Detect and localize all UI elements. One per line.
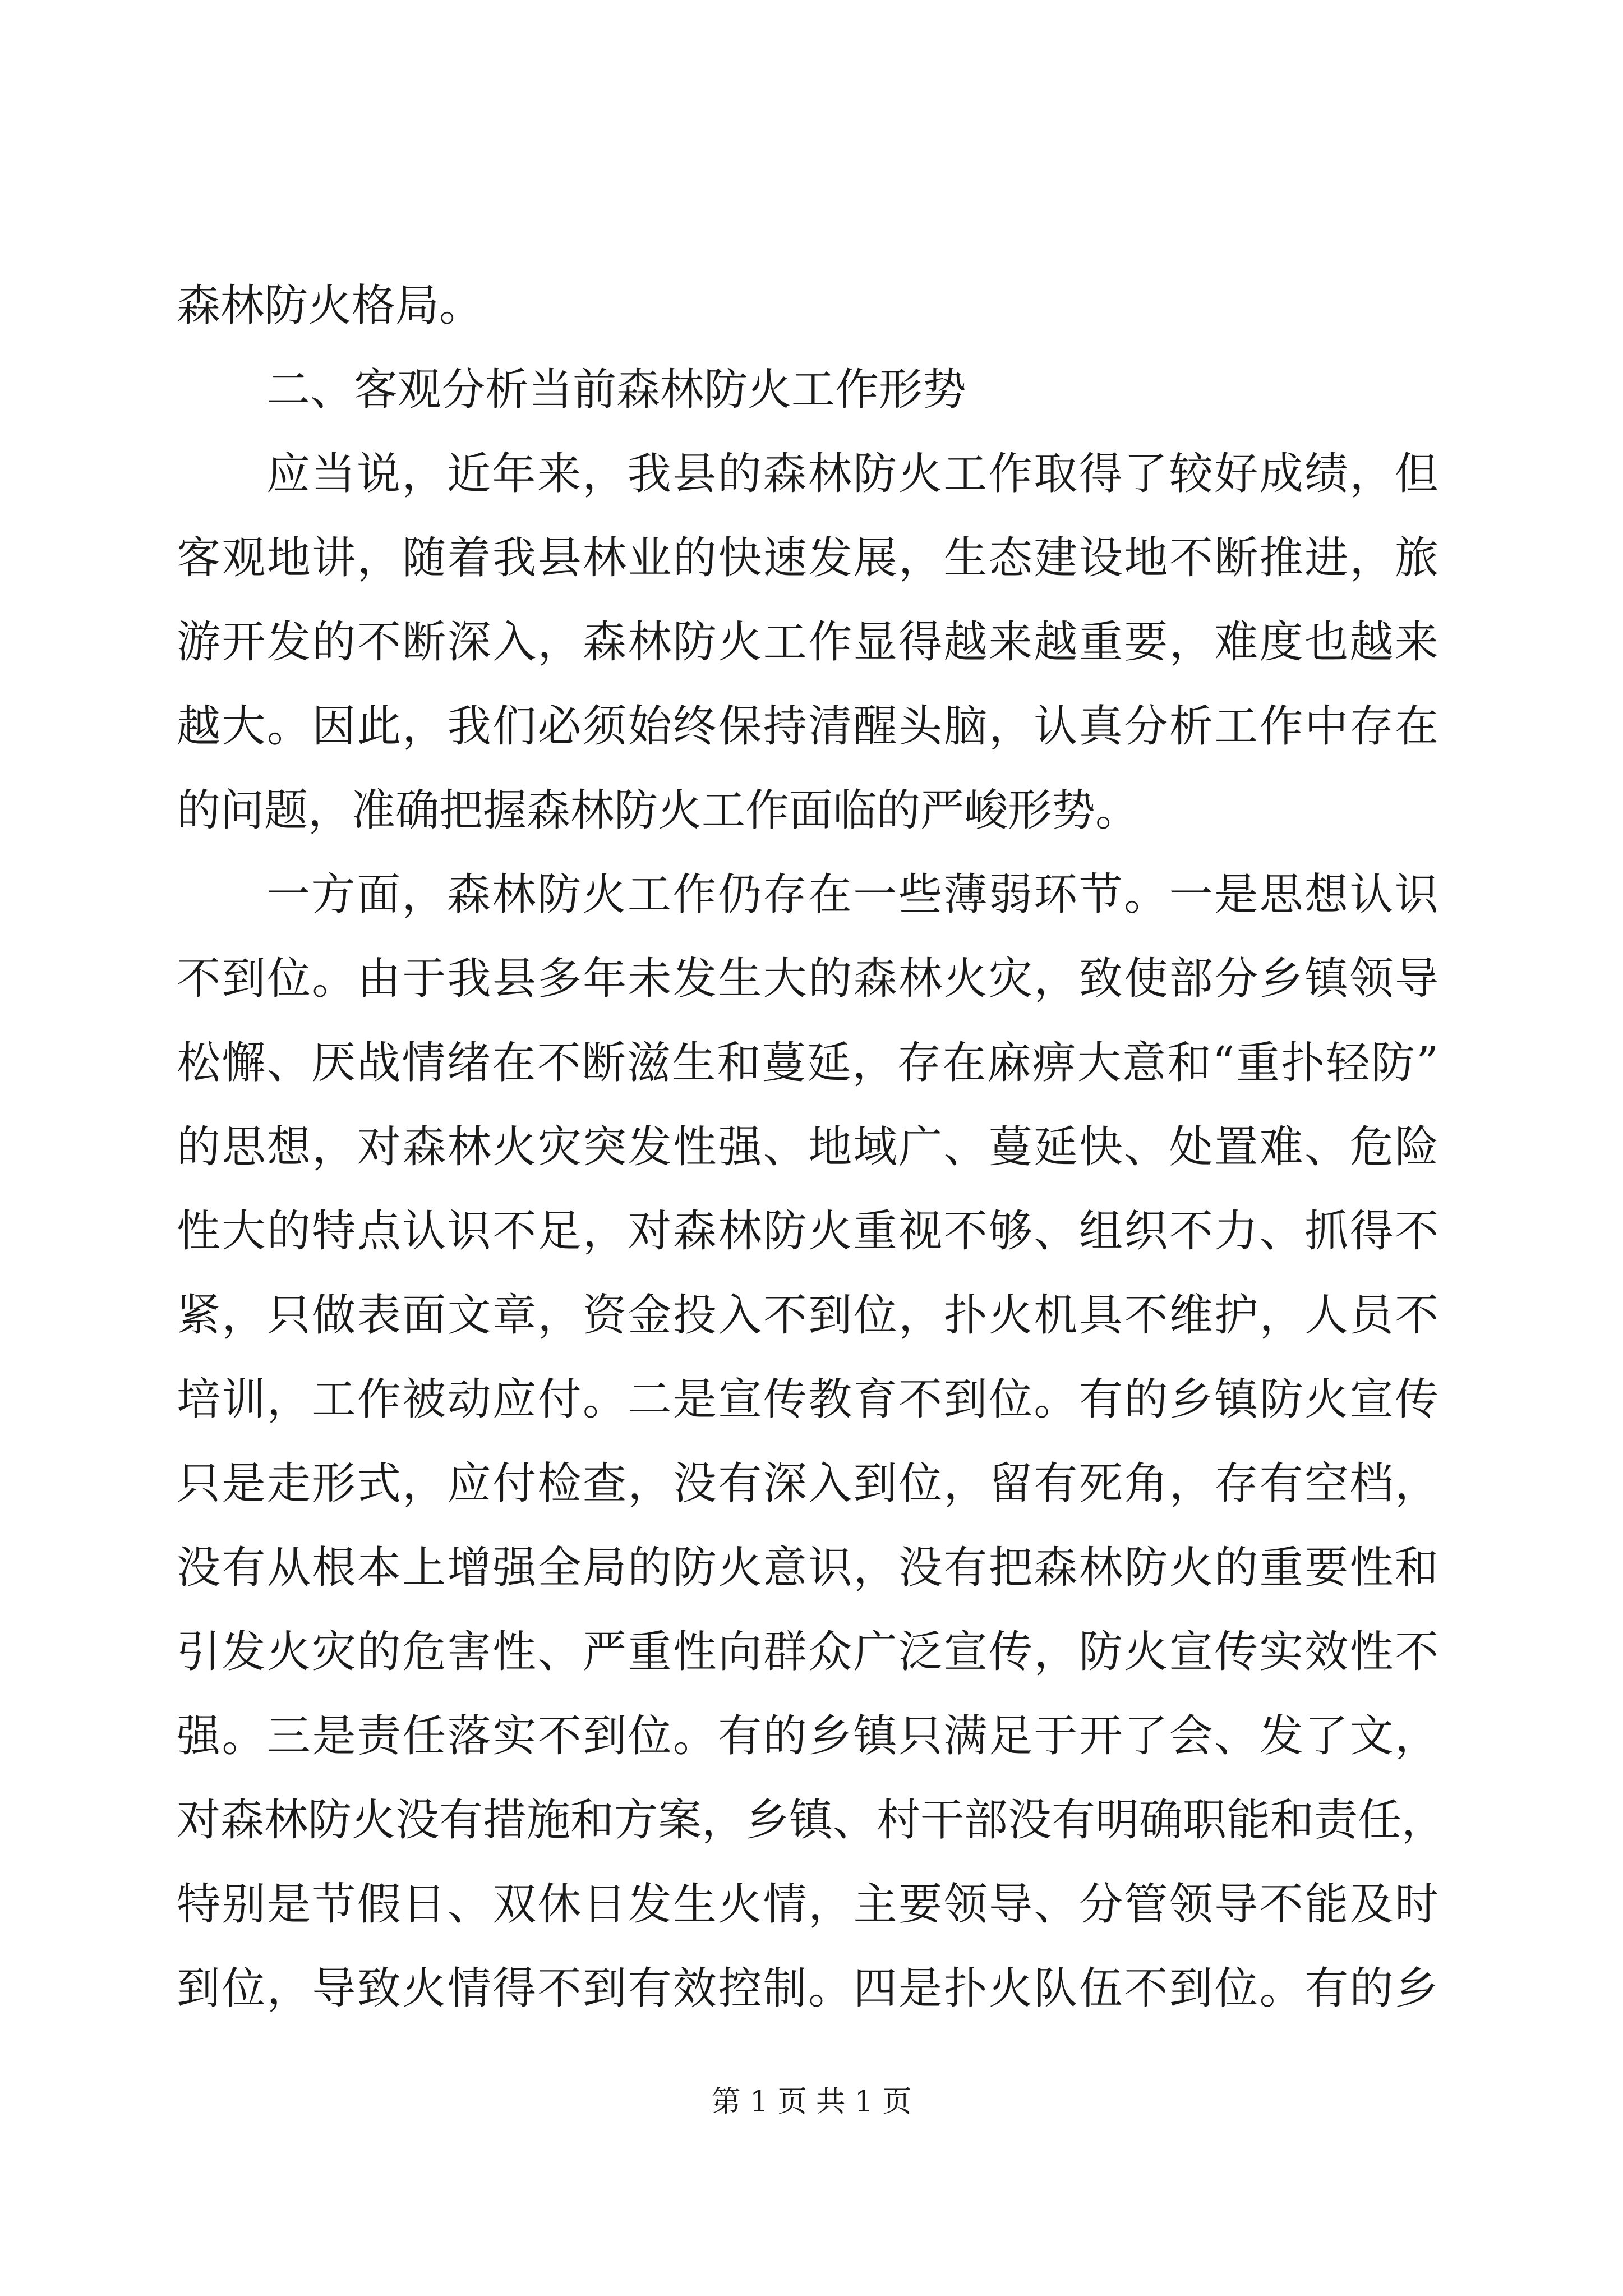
paragraph-line: 培训，工作被动应付。二是宣传教育不到位。有的乡镇防火宣传: [177, 1374, 1438, 1425]
paragraph-line: 引发火灾的危害性、严重性向群众广泛宣传，防火宣传实效性不: [177, 1627, 1438, 1677]
section-heading: 二、客观分析当前森林防火工作形势: [266, 365, 967, 415]
paragraph-line: 特别是节假日、双休日发生火情，主要领导、分管领导不能及时: [177, 1879, 1438, 1930]
paragraph-line: 到位，导致火情得不到有效控制。四是扑火队伍不到位。有的乡: [177, 1963, 1438, 2014]
paragraph-line: 森林防火格局。: [177, 280, 483, 331]
paragraph-line: 应当说，近年来，我县的森林防火工作取得了较好成绩，但: [266, 449, 1438, 499]
paragraph-line: 没有从根本上增强全局的防火意识，没有把森林防火的重要性和: [177, 1543, 1438, 1593]
paragraph-line: 客观地讲，随着我县林业的快速发展，生态建设地不断推进，旅: [177, 533, 1438, 583]
body-text: [177, 264, 1446, 2031]
paragraph-line: 的问题，准确把握森林防火工作面临的严峻形势。: [177, 785, 1140, 836]
paragraph-line: 越大。因此，我们必须始终保持清醒头脑，认真分析工作中存在: [177, 701, 1438, 752]
paragraph-line: 松懈、厌战情绪在不断滋生和蔓延，存在麻痹大意和“重扑轻防”: [177, 1038, 1438, 1088]
paragraph-line: 性大的特点认识不足，对森林防火重视不够、组织不力、抓得不: [177, 1206, 1438, 1257]
paragraph-line: 紧，只做表面文章，资金投入不到位，扑火机具不维护，人员不: [177, 1290, 1438, 1341]
paragraph-line: 不到位。由于我县多年未发生大的森林火灾，致使部分乡镇领导: [177, 954, 1438, 1004]
paragraph-line: 强。三是责任落实不到位。有的乡镇只满足于开了会、发了文，: [177, 1711, 1438, 1761]
paragraph-line: 只是走形式，应付检查，没有深入到位，留有死角，存有空档，: [177, 1458, 1438, 1509]
paragraph-line: 游开发的不断深入，森林防火工作显得越来越重要，难度也越来: [177, 617, 1438, 668]
paragraph-line: 的思想，对森林火灾突发性强、地域广、蔓延快、处置难、危险: [177, 1122, 1438, 1172]
page-number: 第 1 页 共 1 页: [711, 2085, 912, 2119]
paragraph-line: 一方面，森林防火工作仍存在一些薄弱环节。一是思想认识: [266, 869, 1438, 920]
paragraph-line: 对森林防火没有措施和方案，乡镇、村干部没有明确职能和责任，: [177, 1795, 1446, 1846]
